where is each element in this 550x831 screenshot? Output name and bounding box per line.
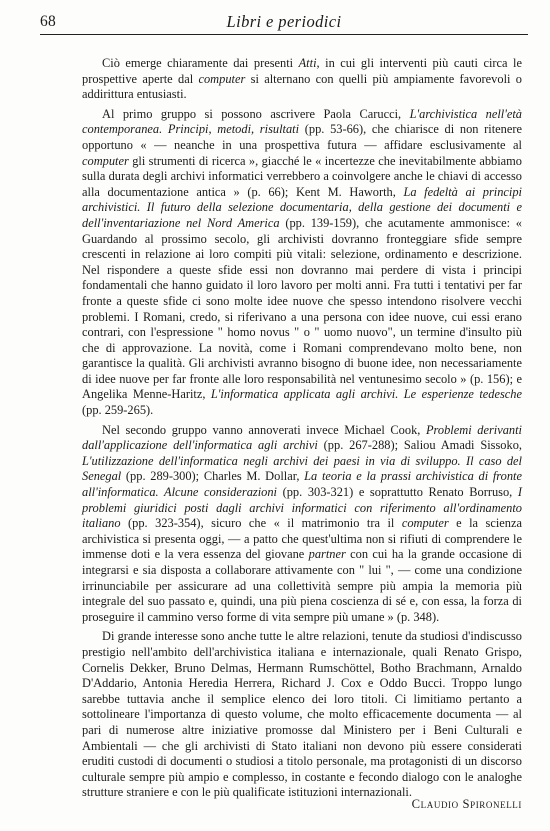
running-title: Libri e periodici (226, 12, 342, 31)
author-signature: Claudio Spironelli (411, 797, 522, 811)
body-text (82, 56, 522, 805)
text-run: Di grande interesse sono anche tutte le altre relazioni, tenute da studiosi d'indiscusso prestigio nell'ambito dell'archivistica italiana e internazionale, quali Renato Grispo, Cornelis Dekker, Bruno Delmas, Hermann Rumschöttel, Botho Brachmann, Arnaldo D'Addario, Antonia Heredia Herrera, Richard J. Cox e Oddo Bucci. Troppo lungo sarebbe tuttavia anche il semplice elenco dei loro titoli. Ci limitiamo pertanto a sottolineare l'importanza di questo volume, che molto efficacemente documenta — al pari di numerose altre iniziative promosse dal Ministero per i Beni Culturali e Ambientali — che gli archivisti di Stato italiani non devono più essere considerati eruditi custodi di documenti o studiosi a titolo personale, ma protagonisti di un discorso culturale sempre più ampio e complesso, in costante e fecondo dialogo con le analoghe strutture straniere e con le più qualificate istituzioni internazionali. (82, 629, 522, 800)
italic-text: Problemi derivanti dall'applicazione dell'informatica agli archivi (82, 422, 522, 453)
page-header (40, 12, 528, 35)
text-run: si alternano con quelli più ampiamente favorevoli o addirittura entusiasti. (82, 71, 522, 102)
paragraph (82, 56, 522, 103)
text-run: (pp. 303-321) e soprattutto Renato Borruso, (277, 485, 518, 500)
italic-text: computer (401, 516, 449, 531)
text-run: (pp. 289-300); Charles M. Dollar, (121, 469, 305, 484)
text-run: (pp. 259-265). (82, 403, 154, 418)
italic-text: I problemi giuridici posti dagli archivi informatici con riferimento all'ordinamento italiano (82, 485, 522, 531)
text-run: (pp. 53-66), che chiarisce di non ritenere opportuno « — neanche in una prospettiva futura — affidare esclusivamente al (82, 122, 522, 152)
italic-text: partner (308, 547, 346, 562)
text-run: Ciò emerge chiaramente dai presenti (102, 56, 299, 70)
italic-text: L'utilizzazione dell'informatica negli archivi dei paesi in via di sviluppo. Il caso del Senegal (82, 453, 522, 484)
text-run: Nel secondo gruppo vanno annoverati invece Michael Cook, (102, 422, 426, 437)
paragraph (82, 629, 522, 801)
italic-text: L'archivistica nell'età contemporanea. Principi, metodi, risultati (82, 106, 522, 137)
paragraph (82, 107, 522, 419)
italic-text: L'informatica applicata agli archivi. Le esperienze tedesche (210, 387, 522, 402)
text-run: e la scienza archivistica si presenta oggi, — a patto che quest'ultima non si rifiuti di comprendere le immense doti e la vera essenza del giovane (82, 516, 522, 562)
paragraph (82, 423, 522, 626)
italic-text: computer (198, 71, 246, 86)
italic-text: Atti, (298, 56, 320, 70)
text-run: gli strumenti di ricerca », giacché le « incertezze che inevitabilmente abbiamo sulla durata degli archivi informatici verrebbero a coinvolgere anche le chiavi di accesso alla documentazione antica » (p. 66); Kent M. Haworth, (82, 153, 522, 199)
italic-text: La fedeltà ai principi archivistici. Il futuro della selezione documentaria, della gestione dei documenti e dell'inventariazione nel Nord America (82, 184, 522, 230)
text-run: (pp. 323-354), sicuro che « il matrimonio tra il (120, 516, 402, 531)
text-run: Al primo gruppo si possono ascrivere Paola Carucci, (102, 106, 410, 121)
italic-text: La teoria e la prassi archivistica di fronte all'informatica. Alcune considerazioni (82, 469, 522, 500)
text-run: (pp. 267-288); Saliou Amadi Sissoko, (317, 438, 522, 453)
page-number: 68 (40, 13, 57, 30)
text-run: con cui ha la grande occasione di integrarsi e sia disposta a collaborare attivamente con " lui ", — come una condizione irrinunciabile per assicurare ad una collettività sempre più ampia la memoria più integrale del suo passato e, quindi, una più piena coscienza di sé e, con essa, la forza di proseguire il cammino verso forme di vita sempre più umane » (p. 348). (82, 547, 522, 624)
italic-text: computer (82, 153, 129, 168)
text-run: in cui gli interventi più cauti circa le prospettive aperte dal (82, 56, 522, 86)
text-run: (pp. 139-159), che acutamente ammonisce: « Guardando al prossimo secolo, gli archivisti dovranno fronteggiare sfide sempre crescenti in relazione ai loro compiti più vitali: selezione, ordinamento e descrizione. Nel rispondere a queste sfide essi non dovranno mai perdere di vista i principi fondamentali che hanno guidato il loro lavoro per molti anni. Fra tutti i tentativi per far fronte a queste sfide ci sono molte idee nuove che spesso intendono risolvere vecchi problemi. I Romani, credo, si riferivano a una persona con idee nuove, cui essi erano contrari, con l'espressione " homo novus " o " uomo nuovo", un termine d'insulto più che di approvazione. La novità, come i Romani comprendevano molto bene, non garantisce la qualità. Gli archivisti avranno bisogno di buone idee, non necessariamente di idee nuove per far fronte alle loro responsabilità nel ventunesimo secolo » (p. 156); e Angelika Menne-Haritz, (82, 215, 522, 402)
